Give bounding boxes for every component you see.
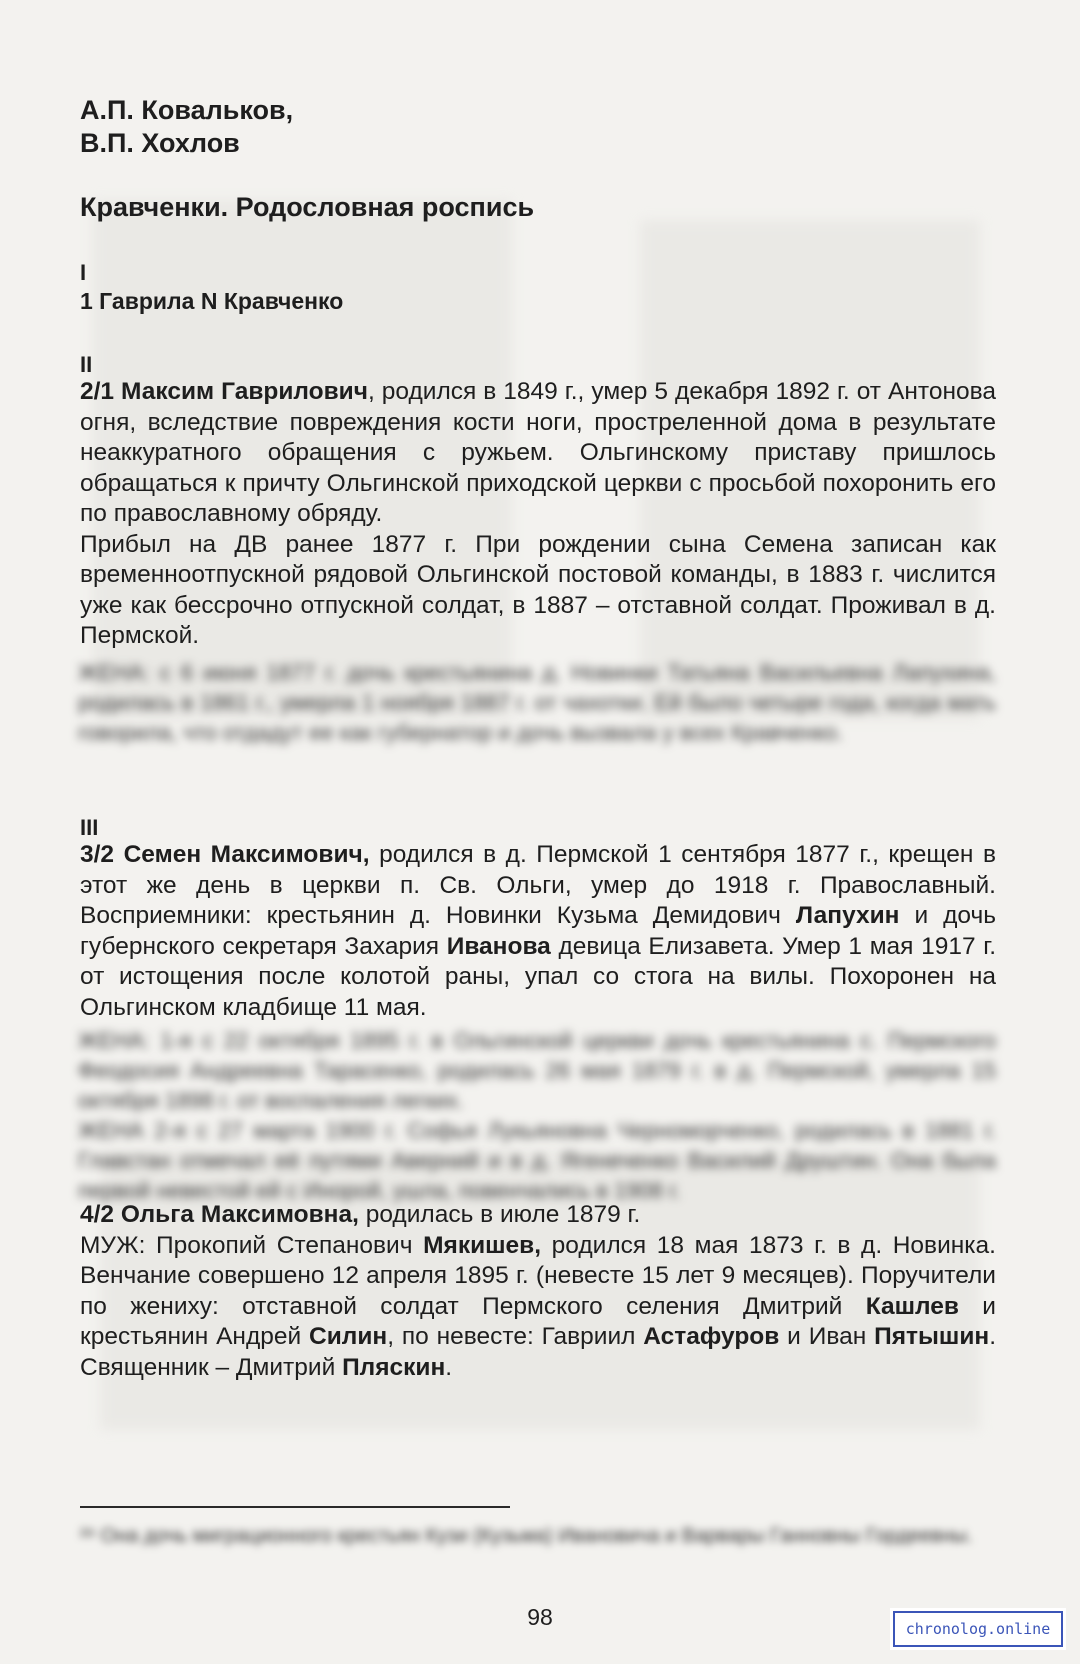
redacted-text-block: ЖЕНА: 1-я с 22 октября 1895 г. в Ольгинской церкви дочь крестьянина с. Пермского Феодосия Андреевна Тарасенко, родилась 26 мая 1879 г. в д. Пермской, умерла 15 октября 1898 г. от воспаления легких. ЖЕНА 2-я с 27 марта 1900 г. Софья Лукьяновна Черноморченко, родилась в 1881 г. Главстан отмечал её путями Аверний и в д. Ягенеченко Василий Друштин. Она была первой невестой ей с Инорой, ушла, повенчались в 1908 г. (78, 1028, 996, 1203)
entry-paragraph: Прибыл на ДВ ранее 1877 г. При рождении сына Семена записан как временноотпускной рядовой Ольгинской постовой команды, в 1883 г. числится уже как бессрочно отпускной солдат, в 1887 – отставной солдат. Проживал в д. Пермской. (80, 530, 996, 649)
person-surname: Астафуров (643, 1323, 780, 1350)
entry-text: . (445, 1353, 453, 1381)
redacted-text-block: ЖЕНА: с 6 июня 1877 г. дочь крестьянина д. Новинки Татьяна Васильевна Лапухина, родилась в 1861 г., умерла 1 ноября 1887 г. от чахотки. Ей было четыре года, когда мать говорила, что отдадут ее как губернатор и дочь вызвала у всех Кравченко. (78, 660, 996, 745)
entry-text: и крестьянин Андрей (80, 1292, 996, 1350)
entry-text: и дочь губернского секретаря Захария (80, 902, 996, 960)
person-surname: Мякишев, (423, 1231, 542, 1259)
entry-text: родилась в июле 1879 г. (358, 1201, 641, 1228)
spouse-label: МУЖ: Прокопий Степанович (80, 1231, 424, 1259)
person-name: 2/1 Максим Гаврилович (80, 378, 368, 405)
person-surname: Лапухин (795, 902, 900, 929)
person-name: 3/2 Семен Максимович, (80, 841, 370, 868)
entry-paragraph (80, 1200, 996, 1231)
author-2: В.П. Хохлов (80, 128, 240, 158)
article-title: Кравченки. Родословная роспись (80, 192, 535, 222)
entry-text: родился в д. Пермской 1 сентября 1877 г., крещен в этот же день в церкви п. Св. Ольги, умер до 1918 г. Православный. Восприемники: крестьянин д. Новинки Кузьма Демидович (80, 841, 996, 929)
entry-text: , по невесте: Гавриил (387, 1323, 644, 1350)
footnote-divider (80, 1506, 510, 1508)
person-surname: Пляскин (342, 1353, 446, 1381)
entry-text: и Иван (779, 1323, 875, 1350)
generation-numeral: I (80, 260, 87, 285)
watermark-logo: chronolog.online (893, 1611, 1063, 1647)
entry-4-2 (80, 1200, 996, 1383)
redacted-footnote: ²⁸ Она дочь миграционного крестьян Кузи (Кузьма) Ивановича и Варвары Ганновны Гордеевны. (80, 1525, 973, 1547)
spouse-paragraph (80, 1231, 996, 1384)
page-number: 98 (527, 1604, 553, 1630)
author-1: А.П. Ковальков, (80, 95, 294, 125)
person-surname: Кашлев (865, 1292, 959, 1320)
person-name: 4/2 Ольга Максимовна, (80, 1201, 359, 1228)
entry-paragraph (80, 840, 996, 1023)
person-surname: Силин (309, 1323, 388, 1350)
entry-3-2 (80, 840, 996, 1023)
entry-text: девица Елизавета. Умер 1 мая 1917 г. от истощения после колотой раны, упал со стога на вилы. Похоронен на Ольгинском кладбище 11 мая. (80, 932, 997, 1021)
entry-text: . Священник – Дмитрий (80, 1323, 996, 1381)
generation-numeral: III (80, 815, 99, 840)
entry-text: , родился в 1849 г., умер 5 декабря 1892 г. от Антонова огня, вследствие повреждения кости ноги, простреленной дома в результате неаккуратного обращения с ружьем. Ольгинскому приставу пришлось обращаться к причту Ольгинской приходской церкви с просьбой похоронить его по православному обряду. (80, 378, 996, 527)
entry-heading: 1 Гаврила N Кравченко (80, 288, 344, 314)
person-surname: Иванова (446, 932, 551, 960)
entry-text: родился 18 мая 1873 г. в д. Новинка. Венчание совершено 12 апреля 1895 г. (невесте 15 лет 9 месяцев). Поручители по жениху: отставной солдат Пермского селения Дмитрий (80, 1231, 996, 1320)
person-surname: Пятышин (874, 1323, 990, 1350)
entry-2-1 (80, 377, 996, 652)
entry-paragraph (80, 377, 996, 530)
generation-numeral: II (80, 352, 93, 377)
